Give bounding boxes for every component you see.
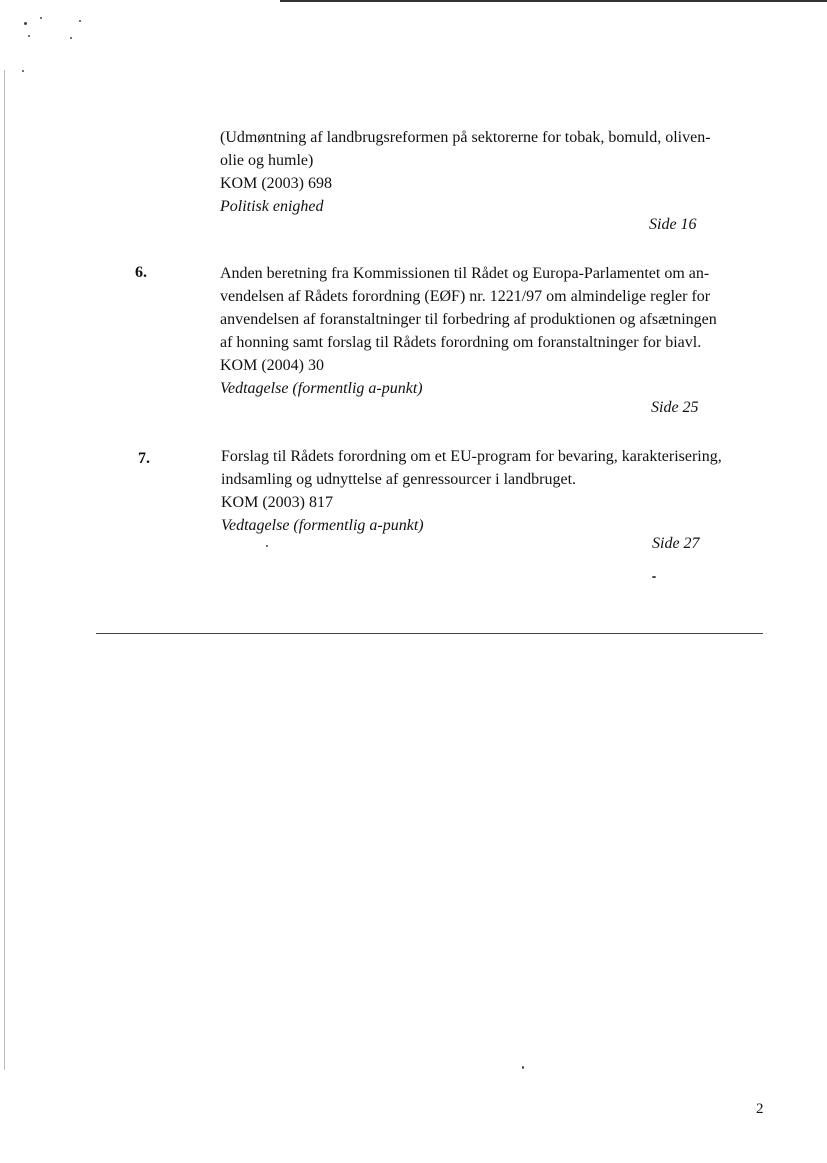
scan-speck: [652, 576, 656, 578]
scan-speck: [22, 70, 24, 72]
item-7-status: Vedtagelse (formentlig a-punkt): [221, 517, 424, 534]
scan-speck: [70, 37, 72, 39]
item-6-text-line-1: Anden beretning fra Kommissionen til Rådet og Europa-Parlamentet om an-: [220, 265, 710, 282]
item-6-text-line-4: af honning samt forslag til Rådets forordning om foranstaltninger for biavl.: [220, 334, 702, 351]
item-5-page-ref: Side 16: [649, 216, 697, 233]
item-7-number: 7.: [138, 450, 150, 467]
scan-speck: [266, 545, 268, 547]
item-6-reference: KOM (2004) 30: [220, 357, 324, 374]
item-5-text-line-1: (Udmøntning af landbrugsreformen på sektorerne for tobak, bomuld, oliven-: [220, 129, 711, 146]
scan-speck: [522, 1066, 524, 1069]
scan-speck: [40, 17, 42, 19]
item-5-status: Politisk enighed: [220, 198, 324, 215]
item-6-text-line-2: vendelsen af Rådets forordning (EØF) nr. 1221/97 om almindelige regler for: [220, 288, 711, 305]
item-6-text-line-3: anvendelsen af foranstaltninger til forbedring af produktionen og afsætningen: [220, 311, 717, 328]
scan-top-edge: [280, 0, 827, 2]
section-divider: [96, 633, 763, 634]
item-7-text-line-2: indsamling og udnyttelse af genressourcer i landbruget.: [221, 471, 577, 488]
item-7-page-ref: Side 27: [652, 535, 700, 552]
scan-speck: [79, 20, 81, 22]
item-7-text-line-1: Forslag til Rådets forordning om et EU-program for bevaring, karakterisering,: [221, 448, 722, 465]
scan-speck: [24, 22, 27, 25]
item-6-page-ref: Side 25: [651, 399, 699, 416]
page-number: 2: [756, 1101, 764, 1117]
item-6-status: Vedtagelse (formentlig a-punkt): [220, 380, 423, 397]
item-7-reference: KOM (2003) 817: [221, 494, 333, 511]
item-5-text-line-2: olie og humle): [220, 152, 314, 169]
scan-left-edge: [4, 70, 5, 1070]
scan-speck: [28, 35, 30, 37]
item-5-reference: KOM (2003) 698: [220, 175, 332, 192]
item-6-number: 6.: [135, 264, 147, 281]
